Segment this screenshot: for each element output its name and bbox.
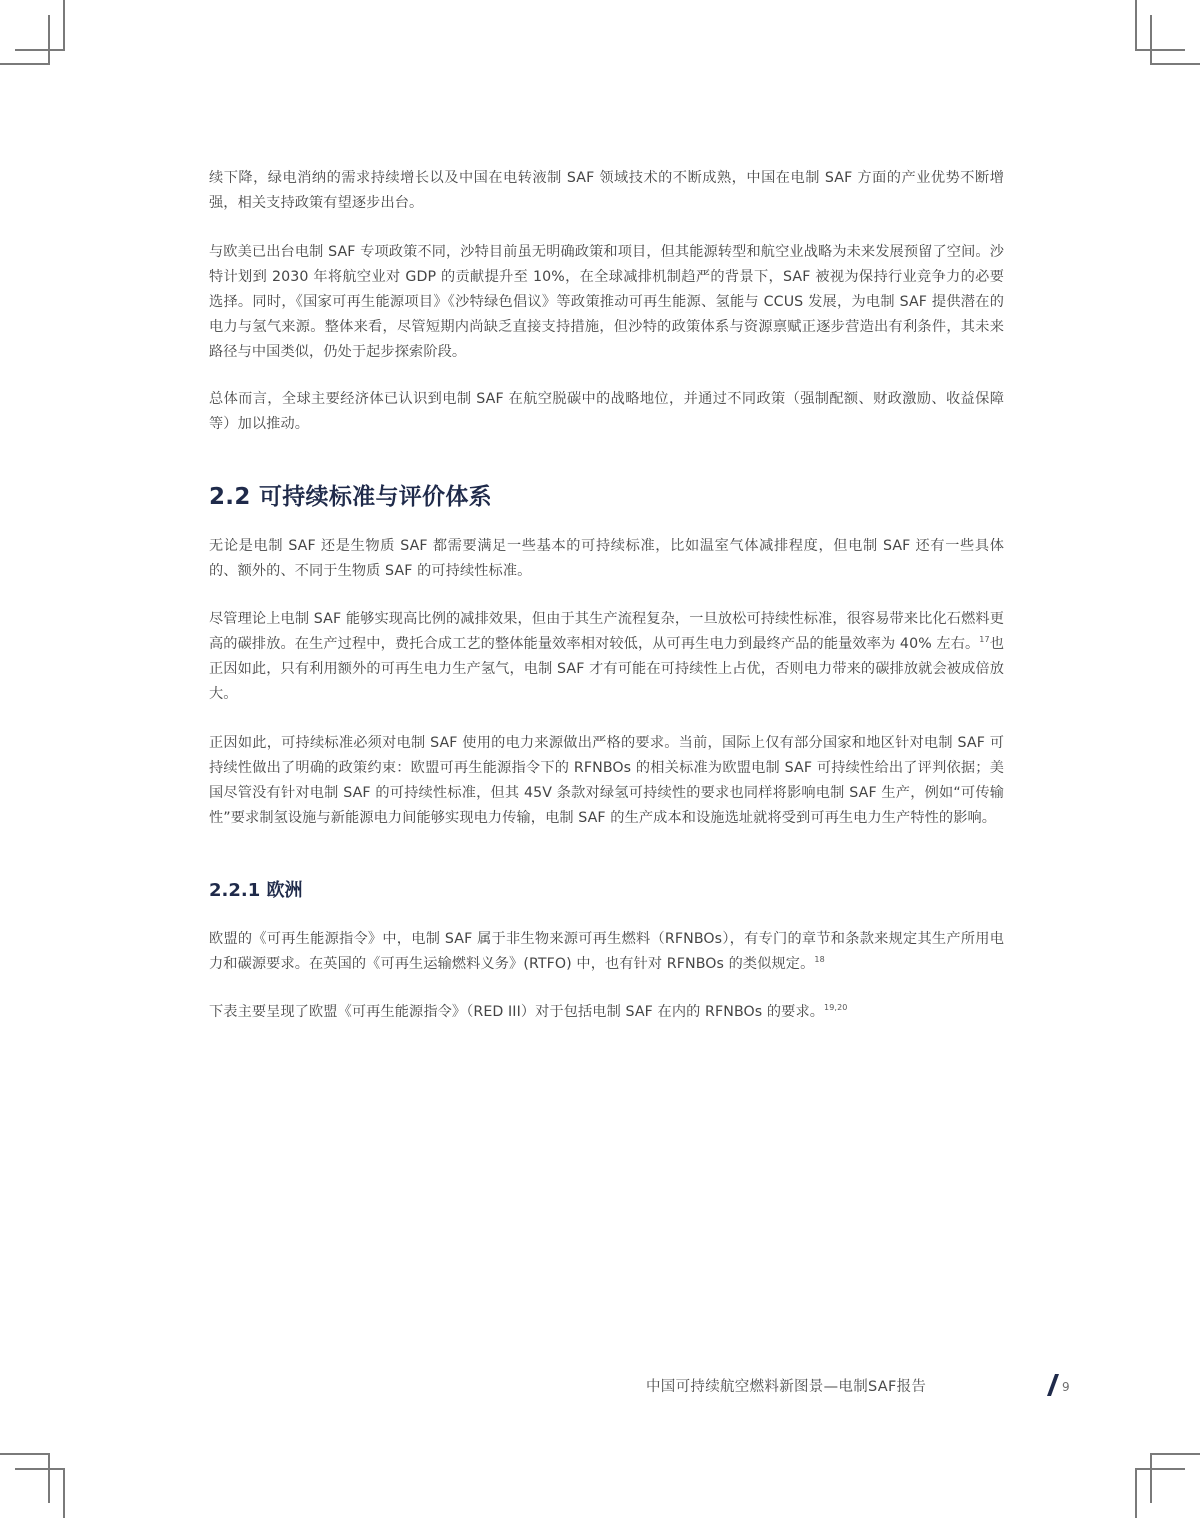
section-heading-2-2: 2.2 可持续标准与评价体系 [209,484,492,510]
section-heading-2-2-1: 2.2.1 欧洲 [209,880,303,901]
paragraph-text: 下表主要呈现了欧盟《可再生能源指令》（RED III）对于包括电制 SAF 在内的 RFNBOs 的要求。 [209,1004,825,1020]
footnote-ref[interactable]: 19,20 [824,1003,848,1012]
footer-report-title: 中国可持续航空燃料新图景—电制SAF报告 [646,1379,927,1395]
footnote-ref[interactable]: 17 [979,635,990,644]
paragraph-eu-red [209,927,1004,977]
crop-mark-bottom-left [0,1453,50,1455]
paragraph-saudi-policy: 与欧美已出台电制 SAF 专项政策不同，沙特目前虽无明确政策和项目，但其能源转型和航空业战略为未来发展预留了空间。沙特计划到 2030 年将航空业对 GDP 的贡献提升至 10%，在全球减排机制趋严的背景下，SAF 被视为保持行业竞争力的必要选择。同时，《国家可再生能源项目》《沙特绿色倡议》等政策推动可再生能源、氢能与 CCUS 发展，为电制 SAF 提供潜在的电力与氢气来源。整体来看，尽管短期内尚缺乏直接支持措施，但沙特的政策体系与资源禀赋正逐步营造出有利条件，其未来路径与中国类似，仍处于起步探索阶段。 [209,244,1004,360]
crop-mark-top-left [15,49,65,51]
crop-mark-bottom-right [1150,1453,1200,1455]
crop-mark-top-right [1135,0,1137,50]
paragraph-emission-efficiency [209,607,1004,707]
crop-mark-top-left [0,63,50,65]
page-number [1046,1373,1070,1397]
paragraph-standards-intro: 无论是电制 SAF 还是生物质 SAF 都需要满足一些基本的可持续标准，比如温室气体减排程度，但电制 SAF 还有一些具体的、额外的、不同于生物质 SAF 的可持续性标准。 [209,538,1004,579]
paragraph-table-intro [209,1000,1004,1025]
crop-mark-bottom-left [63,1468,65,1518]
crop-mark-bottom-left [15,1468,65,1470]
paragraph-power-source-requirements: 正因如此，可持续标准必须对电制 SAF 使用的电力来源做出严格的要求。当前，国际上仅有部分国家和地区针对电制 SAF 可持续性做出了明确的政策约束：欧盟可再生能源指令下的 RFNBOs 的相关标准为欧盟电制 SAF 可持续性给出了评判依据；美国尽管没有针对电制 SAF 的可持续性标准，但其 45V 条款对绿氢可持续性的要求也同样将影响电制 SAF 生产，例如“可传输性”要求制氢设施与新能源电力间能够实现电力传输，电制 SAF 的生产成本和设施选址就将受到可再生电力生产特性的影响。 [209,735,1004,826]
footnote-ref[interactable]: 18 [814,955,825,964]
crop-mark-top-right [1150,15,1152,65]
crop-mark-top-right [1135,49,1185,51]
paragraph-text: 尽管理论上电制 SAF 能够实现高比例的减排效果，但由于其生产流程复杂，一旦放松可持续性标准，很容易带来比化石燃料更高的碳排放。在生产过程中，费托合成工艺的整体能量效率相对较低，从可再生电力到最终产品的能量效率为 40% 左右。 [209,611,1004,652]
crop-mark-bottom-right [1135,1468,1185,1470]
paragraph-summary: 总体而言，全球主要经济体已认识到电制 SAF 在航空脱碳中的战略地位，并通过不同政策（强制配额、财政激励、收益保障等）加以推动。 [209,391,1004,432]
paragraph-continuation: 续下降，绿电消纳的需求持续增长以及中国在电转液制 SAF 领域技术的不断成熟，中国在电制 SAF 方面的产业优势不断增强，相关支持政策有望逐步出台。 [209,170,1004,211]
crop-mark-top-right [1150,63,1200,65]
paragraph-text: 欧盟的《可再生能源指令》中，电制 SAF 属于非生物来源可再生燃料（RFNBOs），有专门的章节和条款来规定其生产所用电力和碳源要求。在英国的《可再生运输燃料义务》(RTFO) 中，也有针对 RFNBOs 的类似规定。 [209,931,1004,972]
slash-icon [1046,1373,1060,1397]
crop-mark-top-left [63,0,65,50]
paragraph-text: 也正因如此，只有利用额外的可再生电力生产氢气，电制 SAF 才有可能在可持续性上占优，否则电力带来的碳排放就会被成倍放大。 [209,636,1004,702]
crop-mark-top-left [48,15,50,65]
crop-mark-bottom-right [1135,1468,1137,1518]
crop-mark-bottom-left [48,1453,50,1503]
page-number-value: 9 [1062,1380,1070,1394]
crop-mark-bottom-right [1150,1453,1152,1503]
